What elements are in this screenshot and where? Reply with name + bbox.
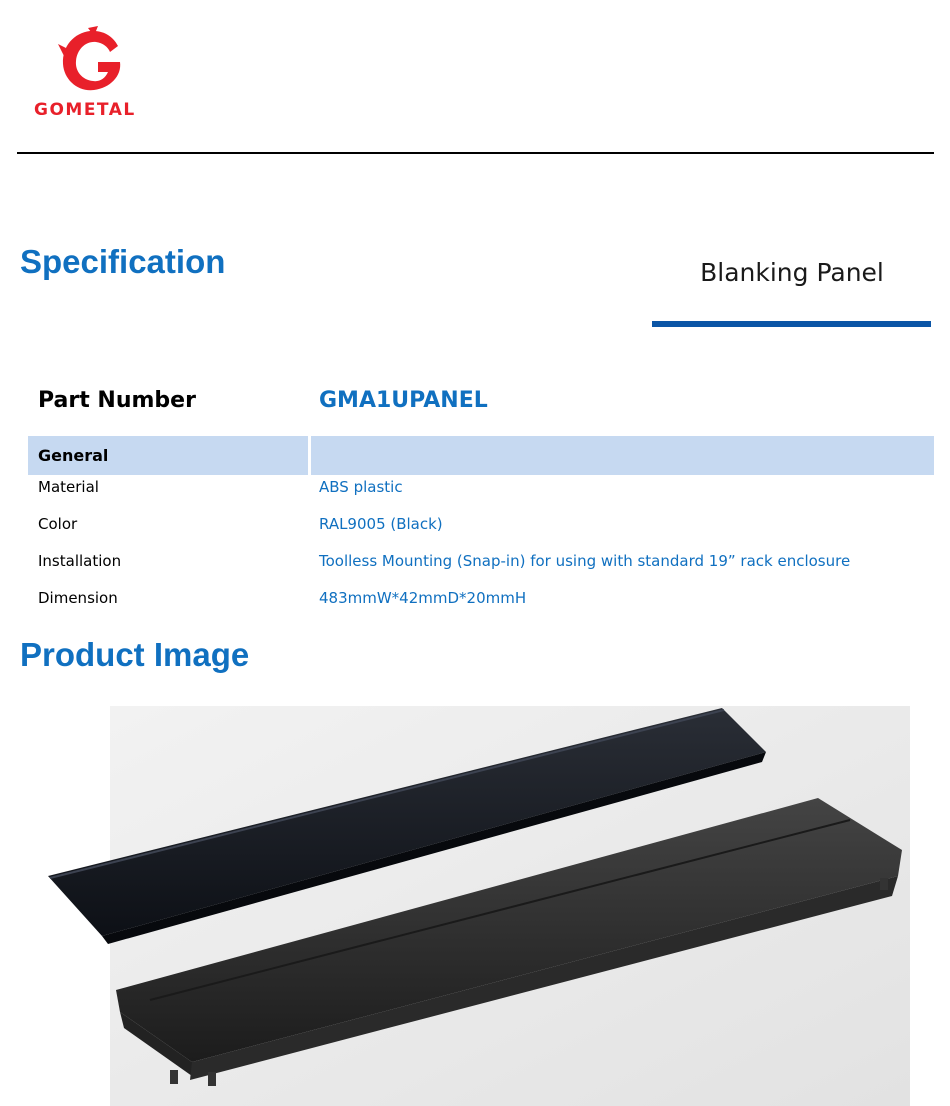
section-heading-product-image: Product Image — [20, 636, 250, 673]
spec-row-color — [0, 515, 950, 539]
spec-value: RAL9005 (Black) — [319, 515, 443, 533]
spec-key: Material — [38, 478, 99, 496]
section-heading-specification: Specification — [20, 243, 226, 280]
spec-key: Installation — [38, 552, 122, 570]
spec-value: Toolless Mounting (Snap-in) for using with standard 19” rack enclosure — [319, 552, 851, 570]
part-number-value: GMA1UPANEL — [319, 388, 488, 413]
spec-group-header-row — [28, 436, 934, 475]
spec-group-header-cell-right — [311, 436, 934, 475]
spec-value: ABS plastic — [319, 478, 403, 496]
spec-key: Dimension — [38, 589, 118, 607]
title-accent-bar — [652, 321, 931, 327]
spec-group-header-label: General — [38, 446, 109, 465]
spec-row-material — [0, 478, 950, 502]
part-number-label: Part Number — [38, 388, 196, 413]
company-logo — [30, 26, 160, 126]
header-divider — [17, 152, 934, 154]
spec-row-installation — [0, 552, 950, 576]
spec-group-header-cell-left — [28, 436, 308, 475]
document-title: Blanking Panel — [700, 258, 884, 287]
spec-key: Color — [38, 515, 78, 533]
product-photo — [40, 700, 920, 1106]
spec-row-dimension — [0, 589, 950, 613]
logo-wordmark: GOMETAL — [34, 100, 136, 120]
gometal-emblem-icon — [58, 26, 130, 96]
spec-value: 483mmW*42mmD*20mmH — [319, 589, 527, 607]
